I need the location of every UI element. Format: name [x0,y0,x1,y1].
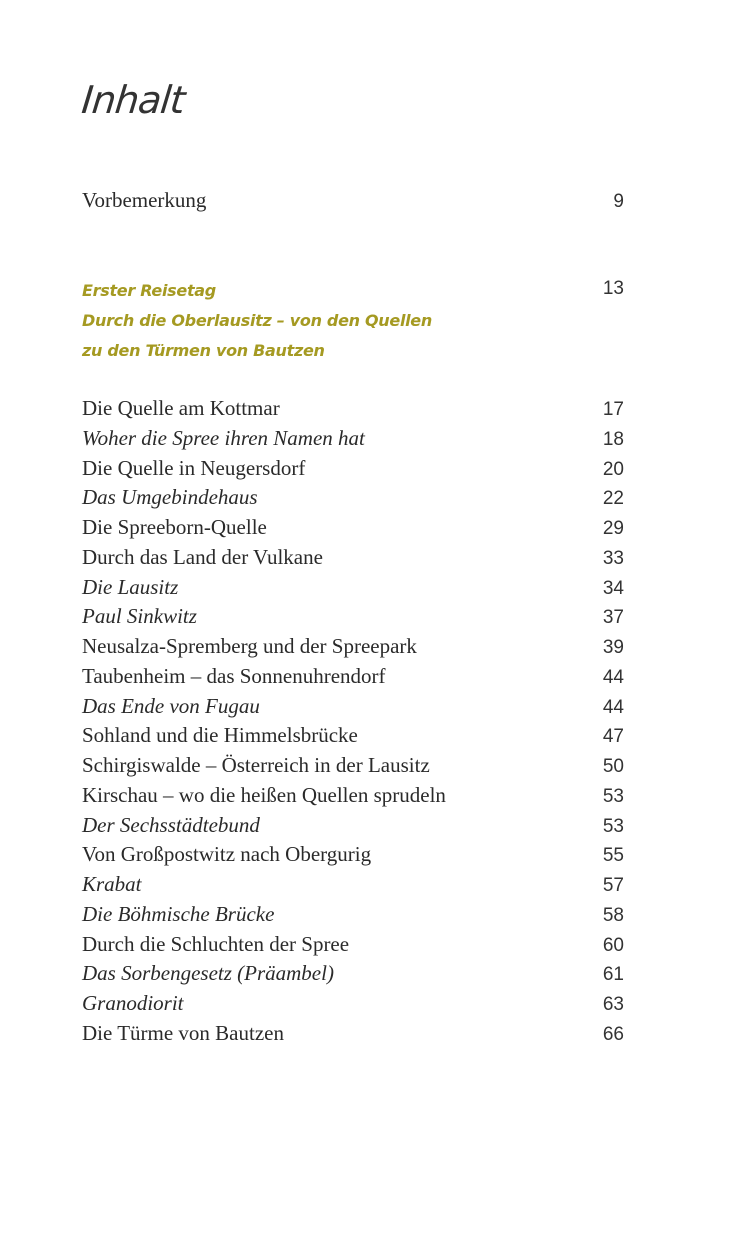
toc-entry-label: Sohland und die Himmelsbrücke [82,723,358,748]
toc-entry[interactable] [82,663,624,691]
toc-entry[interactable] [82,841,624,869]
toc-entry-label: Die Lausitz [82,574,179,599]
toc-entry[interactable] [82,633,624,661]
toc-entry[interactable] [82,871,624,899]
toc-entry[interactable] [82,455,624,483]
toc-entry-page: 57 [602,875,624,896]
toc-entry[interactable] [82,960,624,988]
chapter-subtitle-line: zu den Türmen von Bautzen [82,341,325,360]
toc-entry[interactable] [82,544,624,572]
chapter-heading[interactable] [82,276,624,366]
toc-entry-label: Woher die Spree ihren Namen hat [82,425,365,450]
toc-entry[interactable] [82,782,624,810]
toc-entry-label: Durch die Schluchten der Spree [82,931,350,956]
toc-entry-page: 58 [602,904,624,926]
toc-entry-page: 60 [602,934,624,956]
toc-entry-page: 44 [602,696,624,718]
toc-entry-label: Das Sorbengesetz (Präambel) [82,961,334,986]
toc-entry-label: Vorbemerkung [82,188,207,212]
toc-entry-page: 29 [602,518,624,539]
toc-entry[interactable] [82,395,624,423]
toc-entry[interactable] [82,901,624,929]
toc-entry-page: 34 [602,577,624,599]
toc-entry-label: Der Sechsstädtebund [82,812,260,837]
toc-entry-page: 33 [602,547,624,569]
toc-entry-page: 22 [602,488,624,510]
toc-entry-label: Die Quelle in Neugersdorf [82,455,306,480]
toc-entry-page: 66 [602,1023,624,1045]
toc-entry[interactable] [82,722,624,750]
toc-entry-label: Durch das Land der Vulkane [82,544,323,569]
toc-entry[interactable] [82,990,624,1018]
toc-entry-page: 37 [602,607,624,629]
toc-entry[interactable] [82,484,624,512]
toc-entry[interactable] [82,603,624,631]
toc-entry[interactable] [82,425,624,453]
toc-entry-page: 61 [602,964,624,986]
toc-entry[interactable] [82,693,624,721]
page-title: Inhalt [79,78,187,122]
toc-entry-page: 18 [602,428,624,450]
toc-entry-label: Neusalza-Spremberg und der Spreepark [82,634,417,658]
toc-entry-preface[interactable] [82,187,624,215]
chapter-page: 13 [602,278,624,299]
toc-entry-page: 55 [602,845,624,867]
toc-entry-label: Die Spreeborn-Quelle [82,515,267,539]
toc-entry-page: 53 [602,815,624,837]
toc-entry-page: 44 [602,666,624,688]
chapter-title-line: Erster Reisetag [82,281,216,300]
toc-entry-page: 50 [602,756,624,777]
toc-entry-label: Die Quelle am Kottmar [82,396,280,420]
toc-entry-label: Das Umgebindehaus [82,485,258,510]
toc-entry-label: Die Böhmische Brücke [82,901,275,926]
toc-entry-page: 53 [602,785,624,807]
toc-entry-label: Von Großpostwitz nach Obergurig [82,842,372,867]
toc-entry-label: Granodiorit [82,991,184,1015]
toc-entry-label: Schirgiswalde – Österreich in der Lausitz [82,753,430,777]
toc-entry-page: 63 [602,994,624,1015]
toc-entry-label: Krabat [82,872,142,896]
toc-entry-page: 47 [602,726,624,748]
chapter-subtitle-line: Durch die Oberlausitz – von den Quellen [82,311,432,330]
toc-entry[interactable] [82,514,624,542]
toc-entry[interactable] [82,752,624,780]
toc-entry-page: 9 [613,191,624,212]
toc-entry[interactable] [82,812,624,840]
toc-entry[interactable] [82,1020,624,1048]
toc-entry-label: Taubenheim – das Sonnenuhrendorf [82,663,386,688]
toc-entry-page: 20 [602,458,624,480]
toc-entry-label: Das Ende von Fugau [82,693,260,718]
toc-entry[interactable] [82,931,624,959]
toc-entry-page: 17 [602,399,624,420]
toc-entry[interactable] [82,574,624,602]
toc-entry-page: 39 [602,637,624,658]
toc-entry-label: Die Türme von Bautzen [82,1020,284,1045]
toc-entry-label: Paul Sinkwitz [82,604,197,629]
toc-entry-label: Kirschau – wo die heißen Quellen sprudeln [82,782,446,807]
